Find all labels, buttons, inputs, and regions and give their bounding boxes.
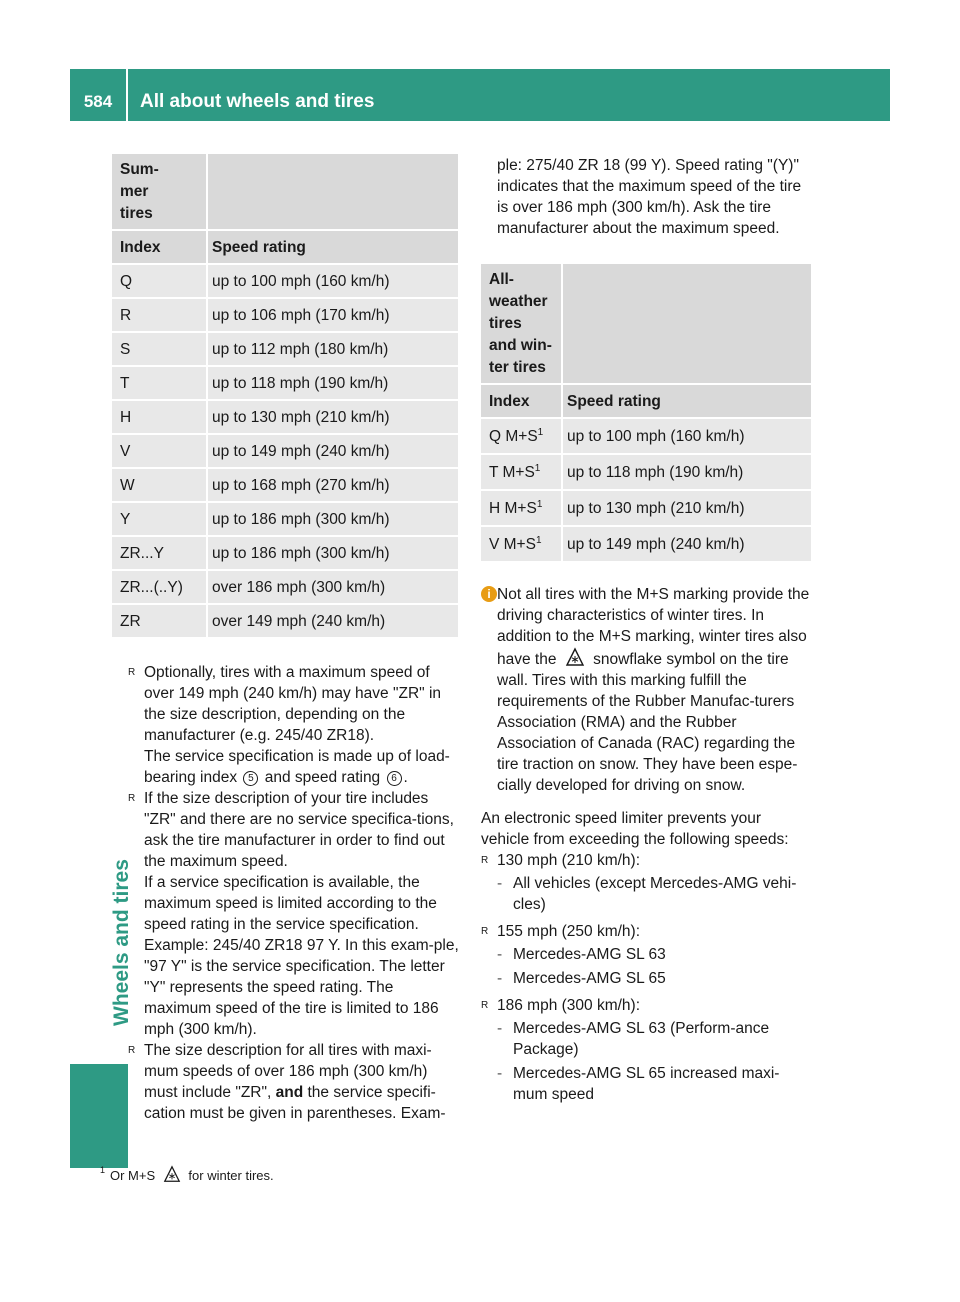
list-item	[128, 788, 460, 1040]
index-cell: W	[112, 469, 206, 503]
side-tab-label: Wheels and tires	[110, 859, 133, 1026]
list-item: R 130 mph (210 km/h): - All vehicles (except Mercedes-AMG vehi-cles)	[481, 850, 813, 915]
footnote-ref: 1	[537, 426, 544, 438]
index-cell: ZR...Y	[112, 537, 206, 571]
summer-tires-table	[112, 154, 458, 639]
info-note	[481, 584, 811, 796]
speed-cell: up to 149 mph (240 km/h)	[206, 435, 458, 469]
list-item: R 155 mph (250 km/h): - Mercedes-AMG SL 63 - Mercedes-AMG SL 65	[481, 921, 813, 989]
table-row	[481, 419, 811, 455]
dash-icon: -	[497, 946, 503, 963]
sub-list	[497, 944, 813, 989]
paragraph: The service specification is made up of load-bearing index 5 and speed rating 6 .	[144, 748, 450, 786]
limiter-intro: An electronic speed limiter prevents your vehicle from exceeding the following speeds:	[481, 810, 789, 848]
table-row	[481, 491, 811, 527]
speed-cell: up to 149 mph (240 km/h)	[561, 527, 811, 563]
sub-list	[497, 1018, 813, 1105]
column-header-index: Index	[481, 385, 561, 419]
list-item: - Mercedes-AMG SL 65	[497, 970, 666, 987]
side-tab-marker	[70, 1064, 128, 1168]
callout-6-icon: 6	[387, 771, 402, 786]
table-row	[112, 333, 458, 367]
list-item: - Mercedes-AMG SL 63	[497, 946, 666, 963]
page-title: All about wheels and tires	[140, 91, 375, 112]
bullet-icon: R	[481, 926, 489, 937]
index-cell: ZR	[112, 605, 206, 639]
speed-cell: up to 112 mph (180 km/h)	[206, 333, 458, 367]
footnote-ref: 1	[536, 498, 543, 510]
index-cell: Q $M+S^1$	[481, 419, 561, 455]
speed-cell: up to 168 mph (270 km/h)	[206, 469, 458, 503]
bullet-icon: R	[481, 1000, 489, 1011]
summer-table-heading: Sum- mer tires	[112, 154, 206, 231]
index-cell: T	[112, 367, 206, 401]
table-row	[112, 503, 458, 537]
snowflake-mountain-icon	[565, 647, 585, 667]
speed-cell: over 149 mph (240 km/h)	[206, 605, 458, 639]
speed-cell: over 186 mph (300 km/h)	[206, 571, 458, 605]
index-cell: S	[112, 333, 206, 367]
speed-cell: up to 186 mph (300 km/h)	[206, 503, 458, 537]
all-weather-tires-table	[481, 264, 811, 563]
info-icon: i	[481, 586, 497, 602]
speed-cell: up to 118 mph (190 km/h)	[561, 455, 811, 491]
list-item	[128, 1040, 460, 1124]
index-cell: T $M+S^1$	[481, 455, 561, 491]
footnote: 1 Or M+S for winter tires.	[110, 1165, 274, 1185]
paragraph: Optionally, tires with a maximum speed of over 149 mph (240 km/h) may have "ZR" in the size description, depending on the manufacturer (e.g. 245/40 ZR18).	[144, 664, 442, 744]
header-divider	[126, 69, 128, 121]
paragraph: If the size description of your tire includes "ZR" and there are no service specifica-tions, ask the tire manufacturer in order to find out the maximum speed.	[144, 790, 454, 870]
index-cell: ZR...(..Y)	[112, 571, 206, 605]
table-row	[112, 469, 458, 503]
table-row	[112, 605, 458, 639]
paragraph: If a service specification is available, the maximum speed is limited according to the speed rating in the service specification. Example: 245/40 ZR18 97 Y. In this exam-ple, "97 Y" is the service specification. The letter "Y" represents the speed rating. The maximum speed of the tire is limited to 186 mph (300 km/h).	[144, 874, 459, 1038]
index-cell: Q	[112, 265, 206, 299]
limiter-list	[481, 850, 813, 1105]
list-item: R 186 mph (300 km/h): - Mercedes-AMG SL 63 (Perform-ance Package) - Mercedes-AMG SL 65 increased maxi-mum speed	[481, 995, 813, 1105]
dash-icon: -	[497, 1020, 503, 1037]
info-text: Not all tires with the M+S marking provide the driving characteristics of winter tires. In addition to the M+S marking, winter tires also have the snowflake symbol on the tire wall. Tires with this marking fulfill the requirements of the Rubber Manufac-turers Association (RMA) and the Rubber Association of Canada (RAC) regarding the tire traction on snow. They have been espe-cially developed for driving on snow.	[497, 586, 810, 794]
callout-5-icon: 5	[243, 771, 258, 786]
footnote-number: 1	[100, 1165, 106, 1175]
table-row	[112, 537, 458, 571]
column-header-index: Index	[112, 231, 206, 265]
column-header-speed-rating: Speed rating	[206, 231, 458, 265]
table-row	[112, 401, 458, 435]
dash-icon: -	[497, 1065, 503, 1082]
speed-cell: up to 100 mph (160 km/h)	[561, 419, 811, 455]
table-row	[112, 265, 458, 299]
index-cell: V	[112, 435, 206, 469]
footnote-ref: 1	[534, 462, 541, 474]
bullet-icon: R	[128, 1045, 136, 1056]
list-item	[128, 662, 460, 788]
list-item: - Mercedes-AMG SL 65 increased maxi-mum speed	[497, 1065, 780, 1103]
table-row	[112, 435, 458, 469]
speed-cell: up to 106 mph (170 km/h)	[206, 299, 458, 333]
paragraph: The size description for all tires with maxi-mum speeds of over 186 mph (300 km/h) must include "ZR", and the service specifi-cation must be given in parentheses. Exam-	[144, 1042, 446, 1122]
index-cell: H $M+S^1$	[481, 491, 561, 527]
column-header-speed-rating: Speed rating	[561, 385, 811, 419]
sub-list	[497, 873, 813, 915]
left-bullet-list	[128, 662, 460, 1124]
table-row	[112, 571, 458, 605]
speed-cell: up to 186 mph (300 km/h)	[206, 537, 458, 571]
speed-cell: up to 118 mph (190 km/h)	[206, 367, 458, 401]
bullet-icon: R	[128, 793, 136, 804]
list-item: - All vehicles (except Mercedes-AMG vehi-cles)	[497, 875, 797, 913]
table-row	[481, 455, 811, 491]
speed-cell: up to 100 mph (160 km/h)	[206, 265, 458, 299]
speed-cell: up to 130 mph (210 km/h)	[206, 401, 458, 435]
index-cell: Y	[112, 503, 206, 537]
all-weather-table-heading: All- weather tires and win- ter tires	[481, 264, 561, 385]
list-item: - Mercedes-AMG SL 63 (Perform-ance Package)	[497, 1020, 770, 1058]
speed-cell: up to 130 mph (210 km/h)	[561, 491, 811, 527]
table-row	[112, 299, 458, 333]
index-cell: R	[112, 299, 206, 333]
dash-icon: -	[497, 970, 503, 987]
dash-icon: -	[497, 875, 503, 892]
table-row	[112, 367, 458, 401]
index-cell: H	[112, 401, 206, 435]
bullet-icon: R	[481, 855, 489, 866]
page-number: 584	[83, 92, 113, 111]
continued-paragraph: ple: 275/40 ZR 18 (99 Y). Speed rating "(Y)" indicates that the maximum speed of the tire is over 186 mph (300 km/h). Ask the tire manufacturer about the maximum speed.	[497, 157, 802, 237]
bullet-icon: R	[128, 667, 136, 678]
index-cell: V $M+S^1$	[481, 527, 561, 563]
footnote-ref: 1	[535, 534, 542, 546]
snowflake-mountain-icon	[163, 1165, 181, 1183]
table-row	[481, 527, 811, 563]
